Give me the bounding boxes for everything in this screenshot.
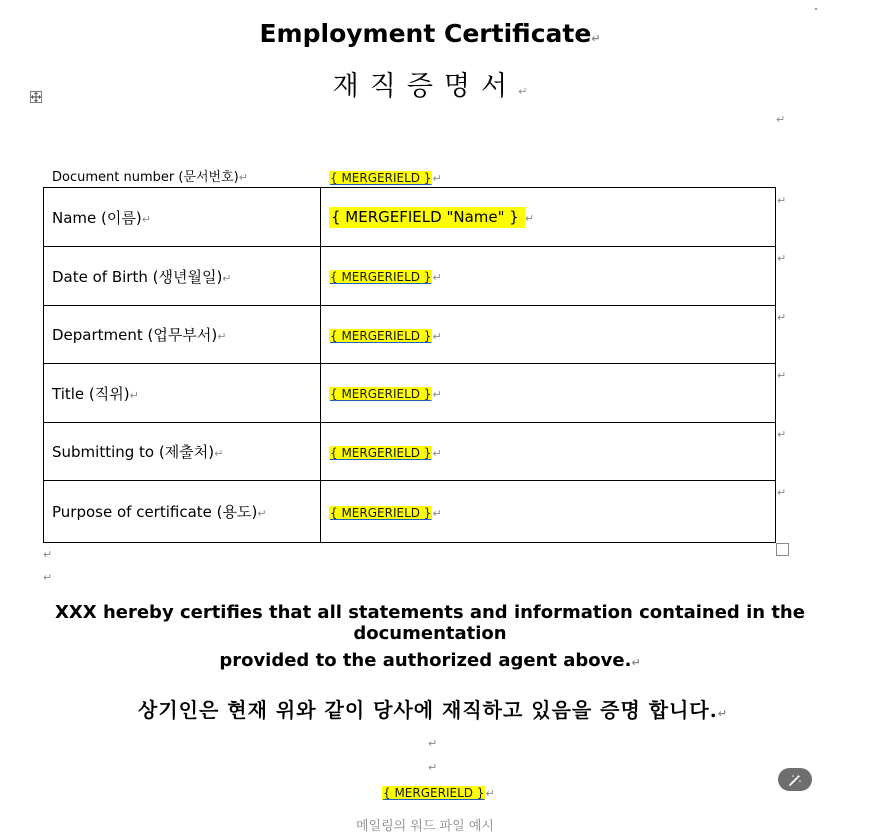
submit-value-cell[interactable]: { MERGERIELD }↵ bbox=[321, 423, 776, 481]
paragraph-mark: ↵ bbox=[776, 113, 786, 126]
birth-value-cell[interactable]: { MERGERIELD }↵ bbox=[321, 247, 776, 306]
figure-caption: 메일링의 워드 파일 예시 bbox=[356, 819, 494, 834]
row-end-mark: ↵ bbox=[777, 194, 787, 207]
footer-merge-field[interactable]: { MERGERIELD }↵ bbox=[383, 786, 495, 800]
row-end-mark: ↵ bbox=[777, 252, 787, 265]
title-korean: 재직증명서↵ bbox=[332, 71, 528, 102]
name-merge-field[interactable]: { MERGEFIELD "Name" } bbox=[329, 207, 525, 228]
purpose-value-cell[interactable]: { MERGERIELD }↵ bbox=[321, 481, 776, 543]
table-row bbox=[44, 247, 776, 306]
title-english: Employment Certificate↵ bbox=[259, 19, 601, 48]
magic-wand-button[interactable] bbox=[778, 768, 812, 791]
row-end-mark: ↵ bbox=[777, 428, 787, 441]
paragraph-mark: ↵ bbox=[428, 737, 438, 750]
submit-merge-field[interactable]: { MERGERIELD } bbox=[330, 445, 432, 460]
birth-label-cell[interactable]: Date of Birth (생년월일)↵ bbox=[44, 247, 321, 306]
statement-line-2: provided to the authorized agent above.↵ bbox=[219, 650, 641, 671]
title-label-cell[interactable]: Title (직위)↵ bbox=[44, 364, 321, 423]
paragraph-mark: ↵ bbox=[43, 571, 53, 584]
table-row bbox=[44, 306, 776, 364]
paragraph-mark: ↵ bbox=[43, 548, 53, 561]
row-end-mark: ↵ bbox=[777, 369, 787, 382]
purpose-label-cell[interactable]: Purpose of certificate (용도)↵ bbox=[44, 481, 321, 543]
statement-line-1: XXX hereby certifies that all statements and information contained in the documentation bbox=[55, 602, 805, 644]
title-merge-field[interactable]: { MERGERIELD } bbox=[330, 387, 432, 401]
department-value-cell[interactable]: { MERGERIELD }↵ bbox=[321, 306, 776, 364]
table-row bbox=[44, 188, 776, 247]
document-number-field[interactable]: { MERGERIELD }↵ bbox=[330, 171, 442, 185]
certificate-table bbox=[43, 187, 776, 543]
statement-korean: 상기인은 현재 위와 같이 당사에 재직하고 있음을 증명 합니다.↵ bbox=[138, 698, 728, 722]
name-value-cell[interactable]: { MERGEFIELD "Name" } ↵ bbox=[321, 188, 776, 247]
corner-dot bbox=[815, 8, 817, 10]
move-arrows-icon bbox=[31, 92, 41, 102]
purpose-merge-field[interactable]: { MERGERIELD } bbox=[330, 505, 432, 520]
row-end-mark: ↵ bbox=[777, 311, 787, 324]
paragraph-mark: ↵ bbox=[428, 761, 438, 774]
department-label-cell[interactable]: Department (업무부서)↵ bbox=[44, 306, 321, 364]
name-label-cell[interactable]: Name (이름)↵ bbox=[44, 188, 321, 247]
department-merge-field[interactable]: { MERGERIELD } bbox=[330, 328, 432, 343]
table-move-handle[interactable] bbox=[30, 91, 42, 103]
document-number-label: Document number (문서번호)↵ bbox=[52, 170, 248, 185]
table-resize-handle[interactable] bbox=[776, 543, 789, 556]
table-row bbox=[44, 364, 776, 423]
row-end-mark: ↵ bbox=[777, 486, 787, 499]
title-value-cell[interactable]: { MERGERIELD }↵ bbox=[321, 364, 776, 423]
submit-label-cell[interactable]: Submitting to (제출처)↵ bbox=[44, 423, 321, 481]
magic-wand-icon bbox=[788, 773, 802, 787]
table-row bbox=[44, 481, 776, 543]
birth-merge-field[interactable]: { MERGERIELD } bbox=[330, 270, 432, 284]
table-row bbox=[44, 423, 776, 481]
